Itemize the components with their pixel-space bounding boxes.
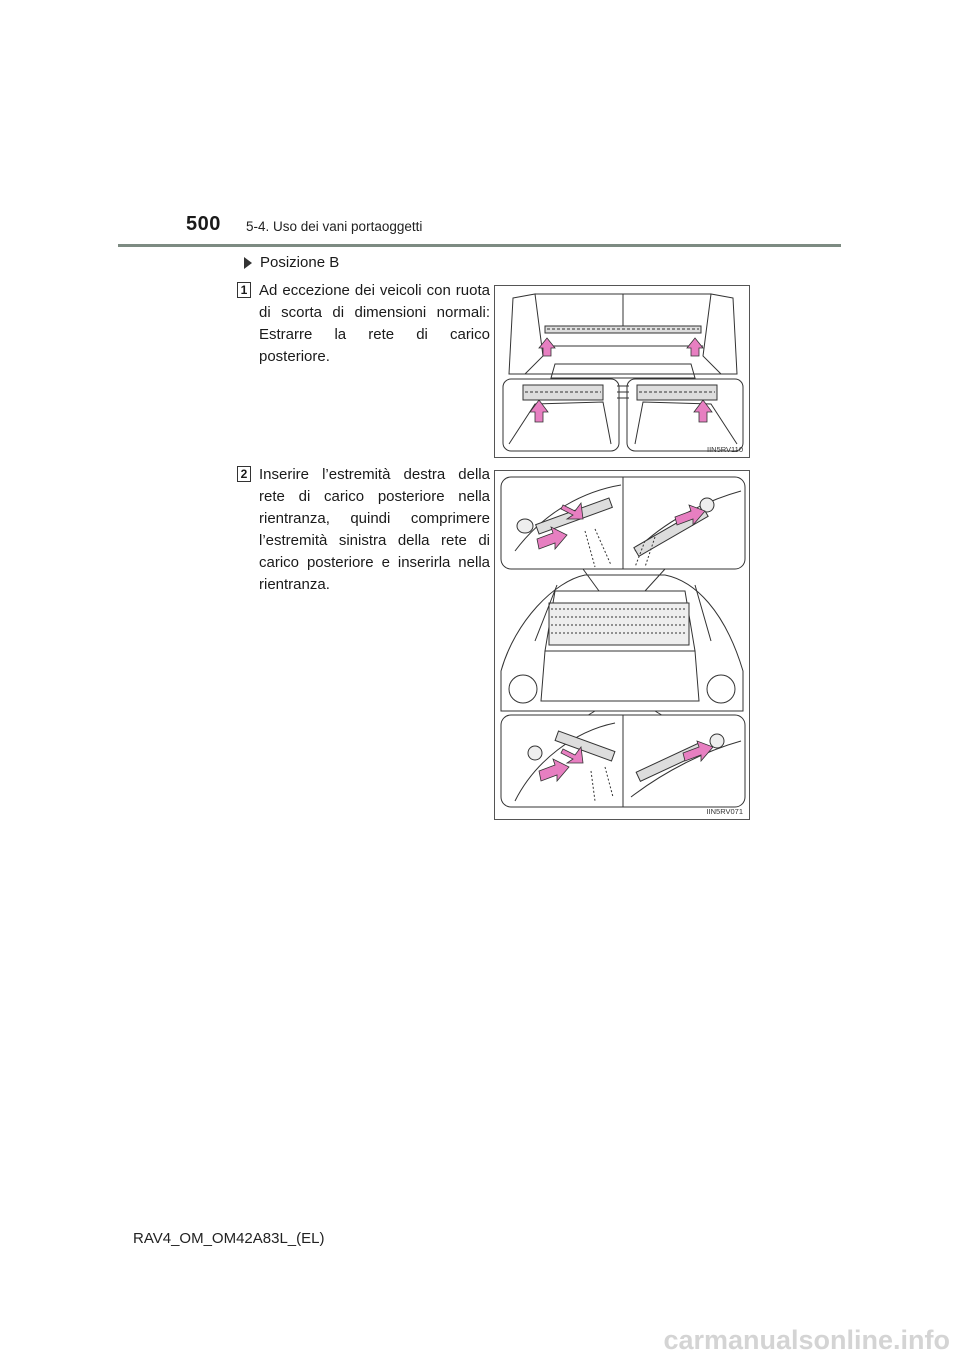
header-rule — [118, 244, 841, 247]
step-number-badge: 2 — [237, 466, 251, 482]
step-text: Ad eccezione dei veicoli con ruota di scorta di dimensioni normali: Estrarre la rete di carico posteriore. — [259, 282, 490, 365]
illustration — [495, 471, 750, 820]
section-title: 5-4. Uso dei vani portaoggetti — [246, 219, 423, 234]
page-number: 500 — [186, 213, 221, 235]
illustration — [495, 286, 750, 458]
step-number-badge: 1 — [237, 282, 251, 298]
step-text: Inserire l’estremità destra della rete di carico posteriore nella rientranza, quindi comprimere l’estremità sinistra della rete di carico posteriore e inserirla nella rientranza. — [259, 466, 490, 593]
figure-rear-cargo-net-remove — [494, 285, 750, 458]
variant-label: Posizione B — [260, 254, 340, 271]
watermark: carmanualsonline.info — [663, 1325, 950, 1355]
arrow-icon — [687, 338, 703, 356]
figure-code: IIN5RV071 — [706, 807, 743, 816]
figure-code: IIN5RV110 — [707, 445, 743, 454]
figure-rear-cargo-net-install — [494, 470, 750, 820]
footer-model-code: RAV4_OM_OM42A83L_(EL) — [133, 1230, 325, 1247]
variant-heading — [244, 254, 339, 271]
triangle-bullet-icon — [244, 257, 252, 269]
